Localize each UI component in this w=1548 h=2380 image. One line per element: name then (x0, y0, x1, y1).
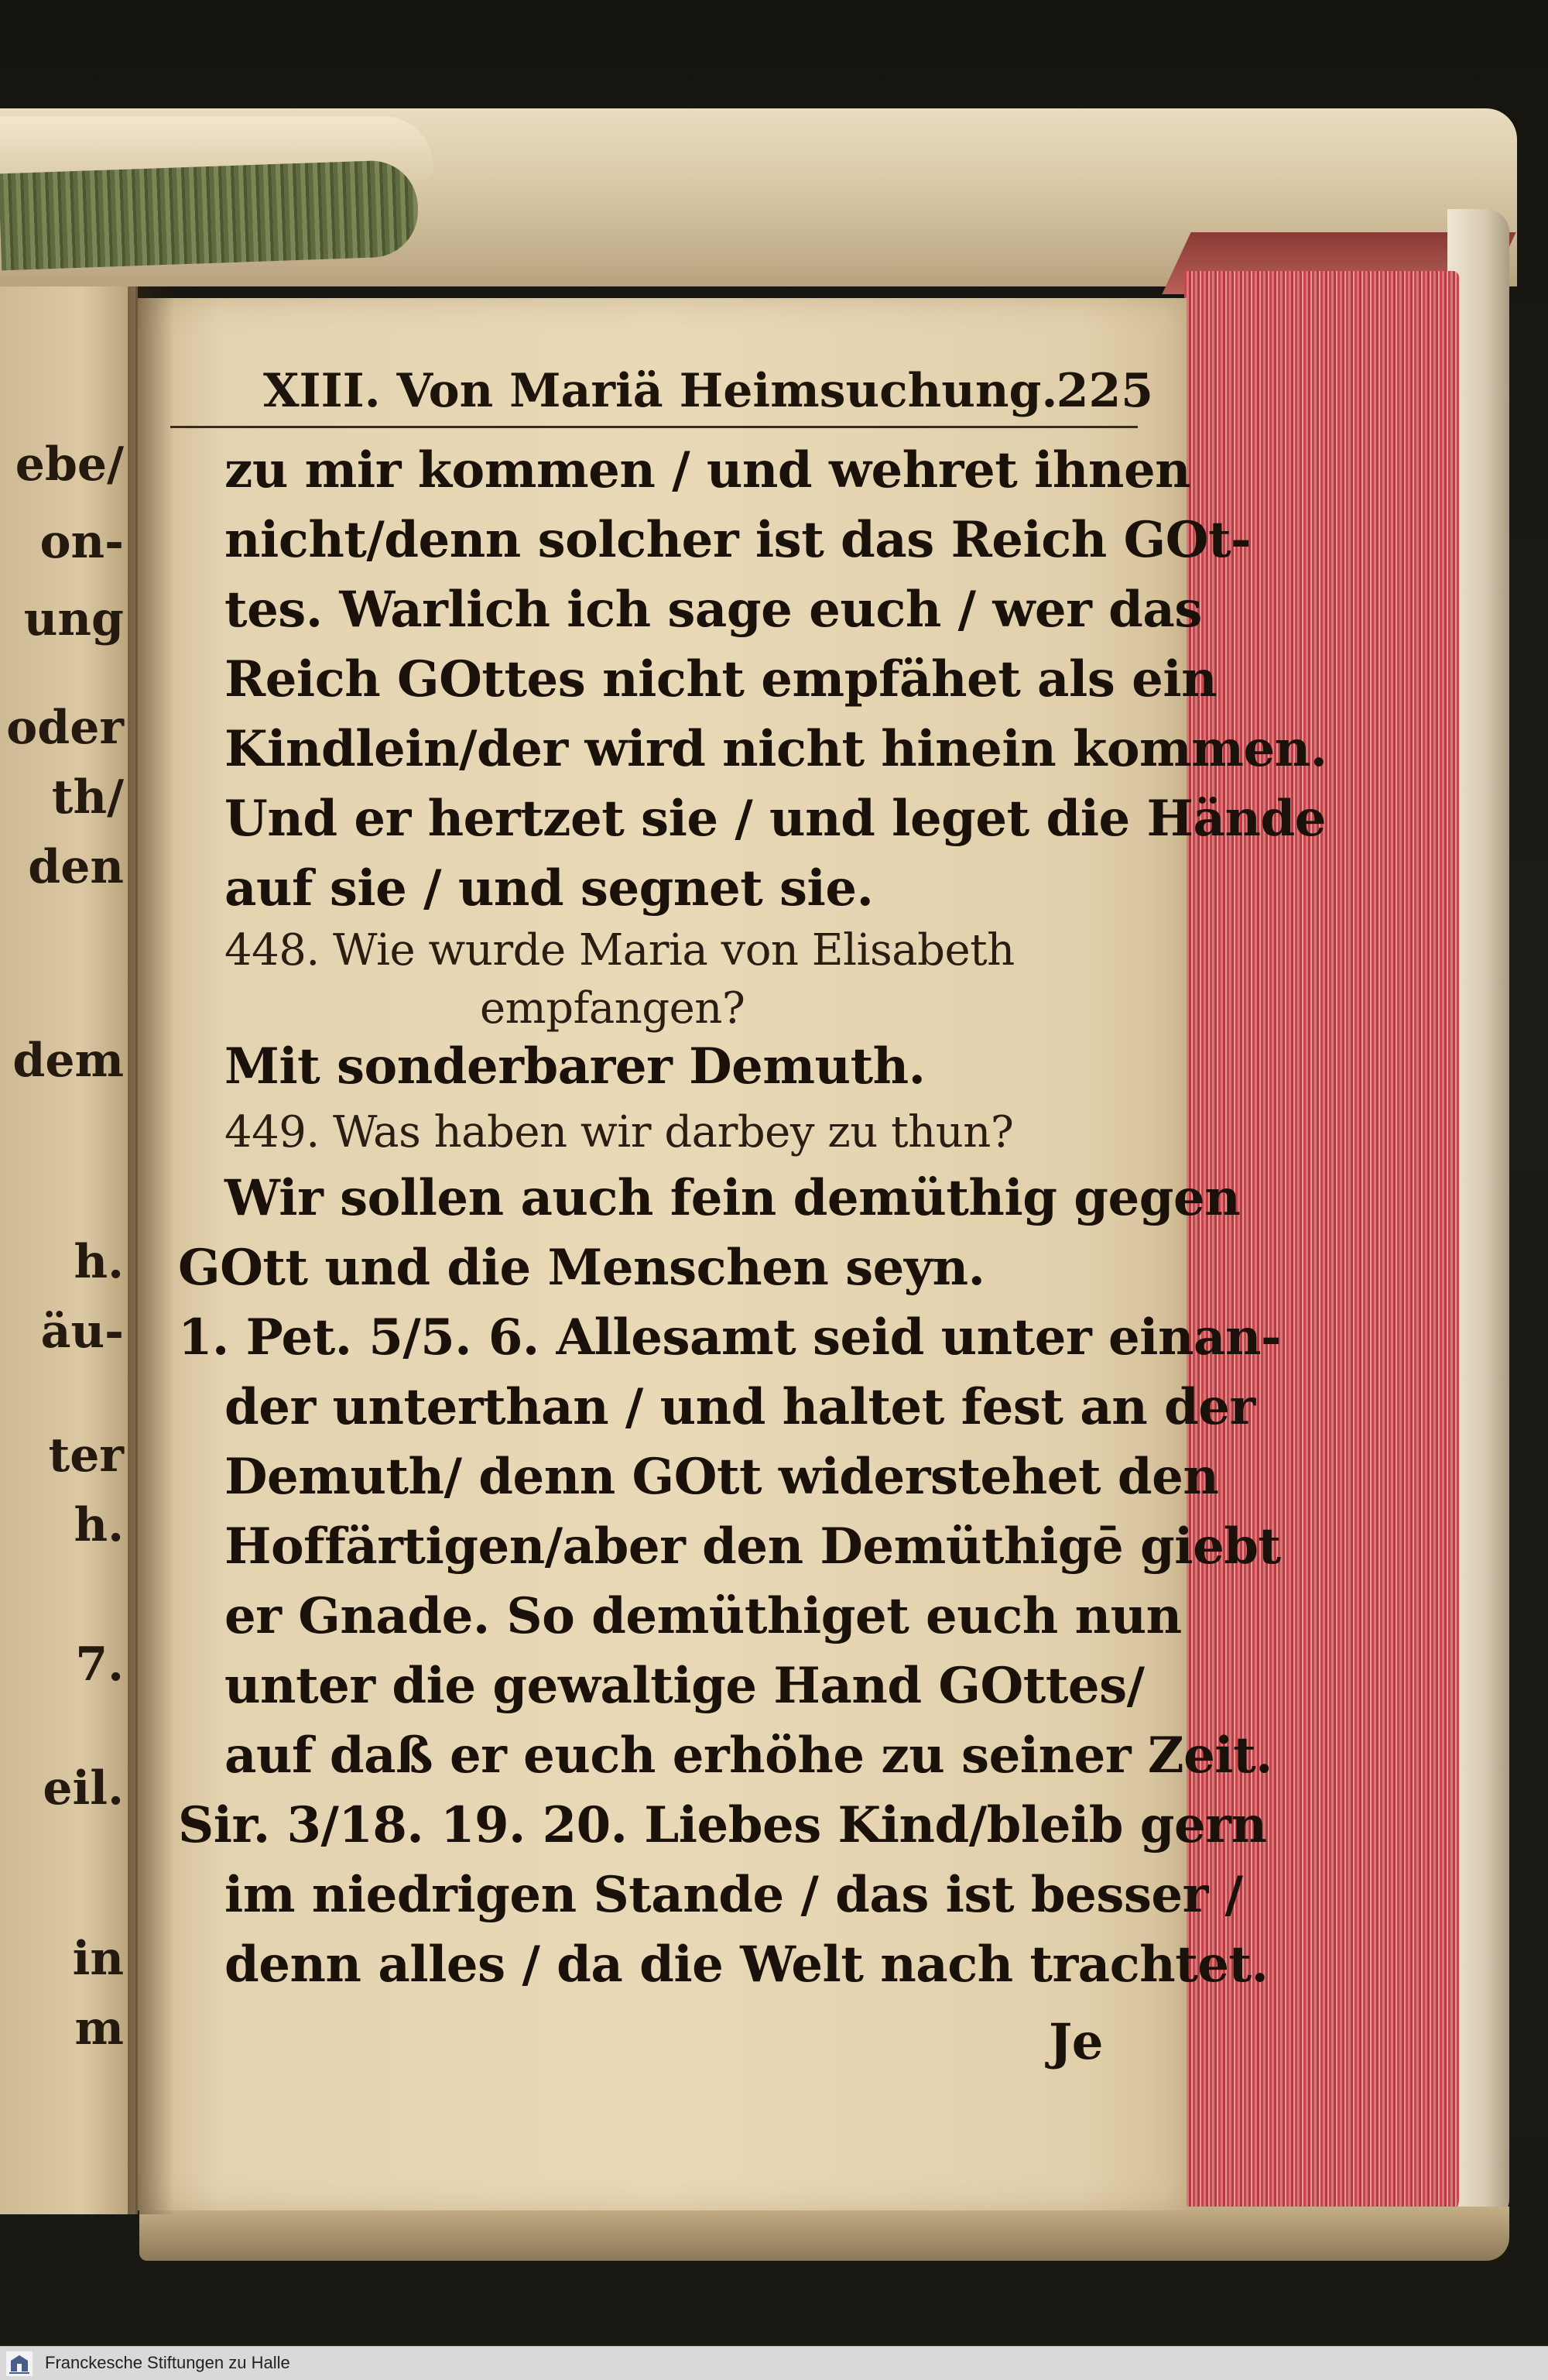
question-448: 448. Wie wurde Maria von Elisabeth (224, 925, 1015, 976)
text-line: er Gnade. So demüthiget euch nun (224, 1587, 1182, 1645)
head-rule (170, 426, 1138, 428)
text-line: Reich GOttes nicht empfähet als ein (224, 650, 1218, 708)
text-line: im niedrigen Stande / das ist besser / (224, 1866, 1243, 1924)
left-fragment: m (74, 2001, 124, 2056)
answer-448: Mit sonderbarer Demuth. (224, 1037, 926, 1096)
left-fragment: eil. (43, 1761, 124, 1816)
answer-449: Wir sollen auch fein demüthig gegen (224, 1169, 1241, 1227)
left-fragment: ung (23, 592, 124, 646)
left-fragment: ter (48, 1428, 124, 1483)
question-448-cont: empfangen? (480, 983, 745, 1034)
left-fragment: th/ (51, 770, 124, 825)
left-fragment: in (72, 1932, 124, 1986)
running-head (263, 364, 1153, 426)
text-line: GOtt und die Menschen seyn. (178, 1239, 985, 1297)
left-fragment: 7. (75, 1638, 124, 1692)
left-fragment: oder (6, 701, 124, 755)
left-fragment: h. (74, 1498, 124, 1552)
text-line: unter die gewaltige Hand GOttes/ (224, 1657, 1145, 1715)
gutter-shadow (128, 286, 174, 2214)
footer-bar (0, 2346, 1548, 2380)
text-line: auf sie / und segnet sie. (224, 859, 874, 917)
text-line: auf daß er euch erhöhe zu seiner Zeit. (224, 1727, 1272, 1785)
page-number: 225 (1056, 364, 1153, 418)
text-line: Demuth/ denn GOtt widerstehet den (224, 1448, 1219, 1506)
text-line: Kindlein/der wird nicht hinein kommen. (224, 720, 1327, 778)
text-line: Und er hertzet sie / und leget die Hände (224, 790, 1326, 848)
left-fragment: ebe/ (15, 437, 124, 492)
citation-pet: 1. Pet. 5/5. 6. Allesamt seid unter einan- (178, 1308, 1282, 1367)
citation-sir: Sir. 3/18. 19. 20. Liebes Kind/bleib gern (178, 1796, 1267, 1854)
green-headband (0, 159, 420, 271)
text-line: nicht/denn solcher ist das Reich GOt- (224, 511, 1252, 569)
institution-logo-icon (6, 2351, 33, 2376)
text-line: Hoffärtigen/aber den Demüthigē giebt (224, 1518, 1281, 1576)
question-449: 449. Was haben wir darbey zu thun? (224, 1107, 1014, 1157)
left-fragment: dem (12, 1034, 124, 1088)
text-line: der unterthan / und haltet fest an der (224, 1378, 1255, 1436)
footer-institution: Franckesche Stiftungen zu Halle (45, 2353, 290, 2372)
left-page (0, 286, 138, 2214)
left-fragment: h. (74, 1235, 124, 1289)
text-line: zu mir kommen / und wehret ihnen (224, 441, 1191, 499)
text-line: tes. Warlich ich sage euch / wer das (224, 581, 1202, 639)
left-fragment: on- (39, 515, 124, 569)
cover-bottom (139, 2207, 1509, 2261)
left-fragment: äu- (40, 1305, 124, 1359)
text-line: denn alles / da die Welt nach trachtet. (224, 1936, 1269, 1994)
catchword: Je (1049, 2013, 1103, 2071)
left-fragment: den (28, 840, 124, 894)
running-head-title: XIII. Von Mariä Heimsuchung. (263, 364, 1058, 418)
